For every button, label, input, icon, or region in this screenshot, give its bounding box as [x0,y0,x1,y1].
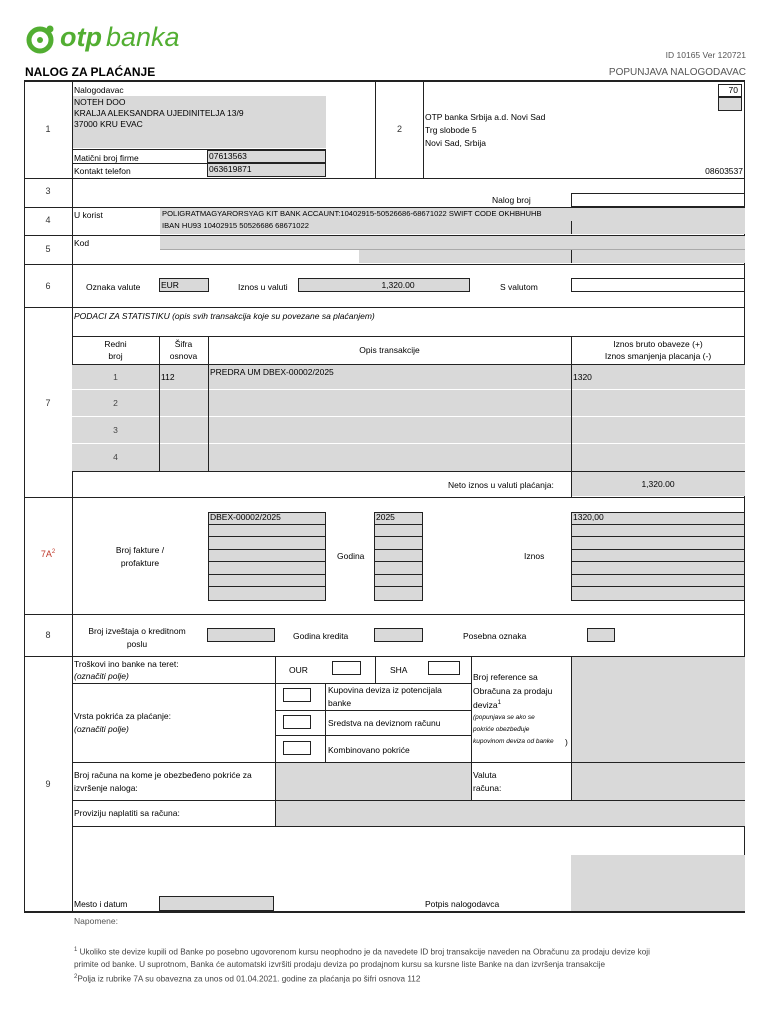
otp-logo [24,22,184,56]
header-iznos-bruto: Iznos bruto obaveze (+) [613,339,703,349]
ref-note-2: pokriće obezbeđuje [473,726,530,733]
section-6-number: 6 [45,281,51,291]
kupovina-label-1: Kupovina deviza iz potencijala [328,685,442,695]
header-sifra: Šifra [174,339,193,349]
our-label: OUR [289,665,308,675]
header-broj: broj [108,351,123,361]
godina-label: Godina [337,551,365,561]
nalog-broj-field[interactable] [571,193,745,207]
section-4-number: 4 [45,215,51,225]
logo-text-otp: otp [60,22,102,52]
nalogodavac-city[interactable]: 37000 KRU EVAC [74,119,143,129]
provizija-label: Proviziju naplatiti sa računa: [74,808,180,818]
section-7-number: 7 [45,398,51,408]
row1-iznos[interactable]: 1320 [573,372,592,382]
ref-note-1: (popunjava se ako se [473,714,535,721]
logo-text-banka: banka [106,22,180,52]
s-valutom-field[interactable] [571,278,745,292]
napomene-label: Napomene: [74,916,118,926]
statistika-title: PODACI ZA STATISTIKU (opis svih transakcija koje su povezane sa plaćanjem) [74,311,375,321]
header-opis: Opis transakcije [359,345,420,355]
iznos-label: Iznos [524,551,545,561]
bank-city: Novi Sad, Srbija [425,138,486,148]
potpis-label: Potpis nalogodavca [425,899,500,909]
sredstva-label: Sredstva na deviznom računu [328,718,441,728]
nalog-broj-label: Nalog broj [492,195,531,205]
row1-sifra[interactable]: 112 [161,372,175,382]
code-box-value: 70 [728,85,738,95]
godina-value: 2025 [376,512,395,522]
bank-address: Trg slobode 5 [425,125,477,135]
sredstva-checkbox[interactable] [283,715,311,729]
broj-fakture-label: Broj fakture / [115,545,165,555]
code-box-lower[interactable] [718,97,742,111]
ref-field[interactable] [572,657,745,800]
posebna-oznaka-label: Posebna oznaka [463,631,527,641]
u-korist-line1: POLIGRATMAGYARORSYAG KIT BANK ACCAUNT:10402915-50526686-68671022 SWIFT CODE OKHBHUHB [162,209,542,218]
header-iznos-smanjenja: Iznos smanjenja placanja (-) [604,351,712,361]
izvestaj-label-2: poslu [126,639,148,649]
ref-label-3: deviza$^1$ [473,700,501,710]
neto-iznos-label: Neto iznos u valuti plaćanja: [448,480,554,490]
kupovina-label-2: banke [328,698,352,708]
form-id-version: ID 10165 Ver 120721 [665,50,746,60]
faktura-fields[interactable] [208,512,326,601]
vrsta-pokrica-label: Vrsta pokrića za plaćanje: [74,711,172,721]
section-9-number: 9 [45,779,51,789]
valuta-racuna-label-2: računa: [473,783,502,793]
maticni-broj-label: Matični broj firme [74,153,139,163]
section-3-number: 3 [45,186,51,196]
footnote-1: $^1$ Ukoliko ste devize kupili od Banke po posebno ugovorenom kursu neophodno je da navedete ID broj transakcije naveden na Obračunu za prodaju devize koji primite od banke. U suprotnom, Banka će automatski izvršiti prodaju deviza po prodajnom kursu sa kursne liste Banke na dan izvršenja transakcije $^2$Polja iz rubrike 7A su obavezna za unos od 01.04.2021. godine za plaćanja po šifri osnova 112 [74,947,650,984]
racun-label-2: izvršenje naloga: [74,783,138,793]
godina-fields[interactable] [374,512,423,601]
kombinovano-checkbox[interactable] [283,741,311,755]
mesto-datum-field[interactable] [159,896,274,911]
form-subtitle: POPUNJAVA NALOGODAVAC [608,67,746,78]
potpis-field[interactable] [571,855,745,911]
kod-label: Kod [74,238,90,248]
section-1-number: 1 [45,124,51,134]
ref-label-1: Broj reference sa [473,672,538,682]
provizija-field[interactable] [276,801,745,826]
u-korist-line2: IBAN HU93 10402915 50526686 68671022 [162,221,309,230]
kombinovano-label: Kombinovano pokriće [328,745,410,755]
troskovi-oznaciti: (označiti polje) [74,671,129,681]
kontakt-telefon-label: Kontakt telefon [74,166,131,176]
mesto-datum-label: Mesto i datum [74,899,128,909]
iznos-value: 1320,00 [573,512,604,522]
section-7a-number: $7A^2$ [40,549,56,559]
ref-note-3: kupovinom deviza od banke [473,738,554,745]
otp-logo-icon [26,24,56,54]
section-8-number: 8 [45,630,51,640]
header-redni: Redni [104,339,127,349]
header-osnova: osnova [169,351,198,361]
oznaka-valute-label: Oznaka valute [86,282,141,292]
bank-code: 08603537 [705,166,743,176]
nalogodavac-address[interactable]: KRALJA ALEKSANDRA UJEDINITELJA 13/9 [74,108,244,118]
racun-field[interactable] [276,763,471,800]
nalogodavac-name[interactable]: NOTEH DOO [74,97,126,107]
kod-field[interactable] [160,236,745,250]
valuta-racuna-label-1: Valuta [473,770,497,780]
posebna-oznaka-field[interactable] [587,628,615,642]
faktura-value: DBEX-00002/2025 [210,512,281,522]
bank-name: OTP banka Srbija a.d. Novi Sad [425,112,546,122]
izvestaj-field[interactable] [207,628,275,642]
troskovi-label: Troškovi ino banke na teret: [74,659,179,669]
racun-label-1: Broj računa na kome je obezbeđeno pokriće za [74,770,252,780]
section-2-number: 2 [396,124,402,134]
s-valutom-label: S valutom [500,282,538,292]
ref-label-2: Obračuna za prodaju [473,686,553,696]
form-title: NALOG ZA PLAĆANJE [25,65,156,79]
row1-opis[interactable]: PREDRA UM DBEX-00002/2025 [210,367,334,377]
profakture-label: profakture [120,558,160,568]
iznos-u-valuti-label: Iznos u valuti [238,282,288,292]
sha-label: SHA [390,665,408,675]
our-checkbox[interactable] [332,661,361,675]
sha-checkbox[interactable] [428,661,460,675]
godina-kredita-label: Godina kredita [293,631,349,641]
nalogodavac-label: Nalogodavac [74,85,124,95]
u-korist-label: U korist [74,210,103,220]
godina-kredita-field[interactable] [374,628,423,642]
izvestaj-label-1: Broj izveštaja o kreditnom [88,626,186,636]
iznos-fields[interactable] [571,512,745,601]
section-5-number: 5 [45,244,51,254]
kupovina-checkbox[interactable] [283,688,311,702]
vrsta-oznaciti: (označiti polje) [74,724,129,734]
